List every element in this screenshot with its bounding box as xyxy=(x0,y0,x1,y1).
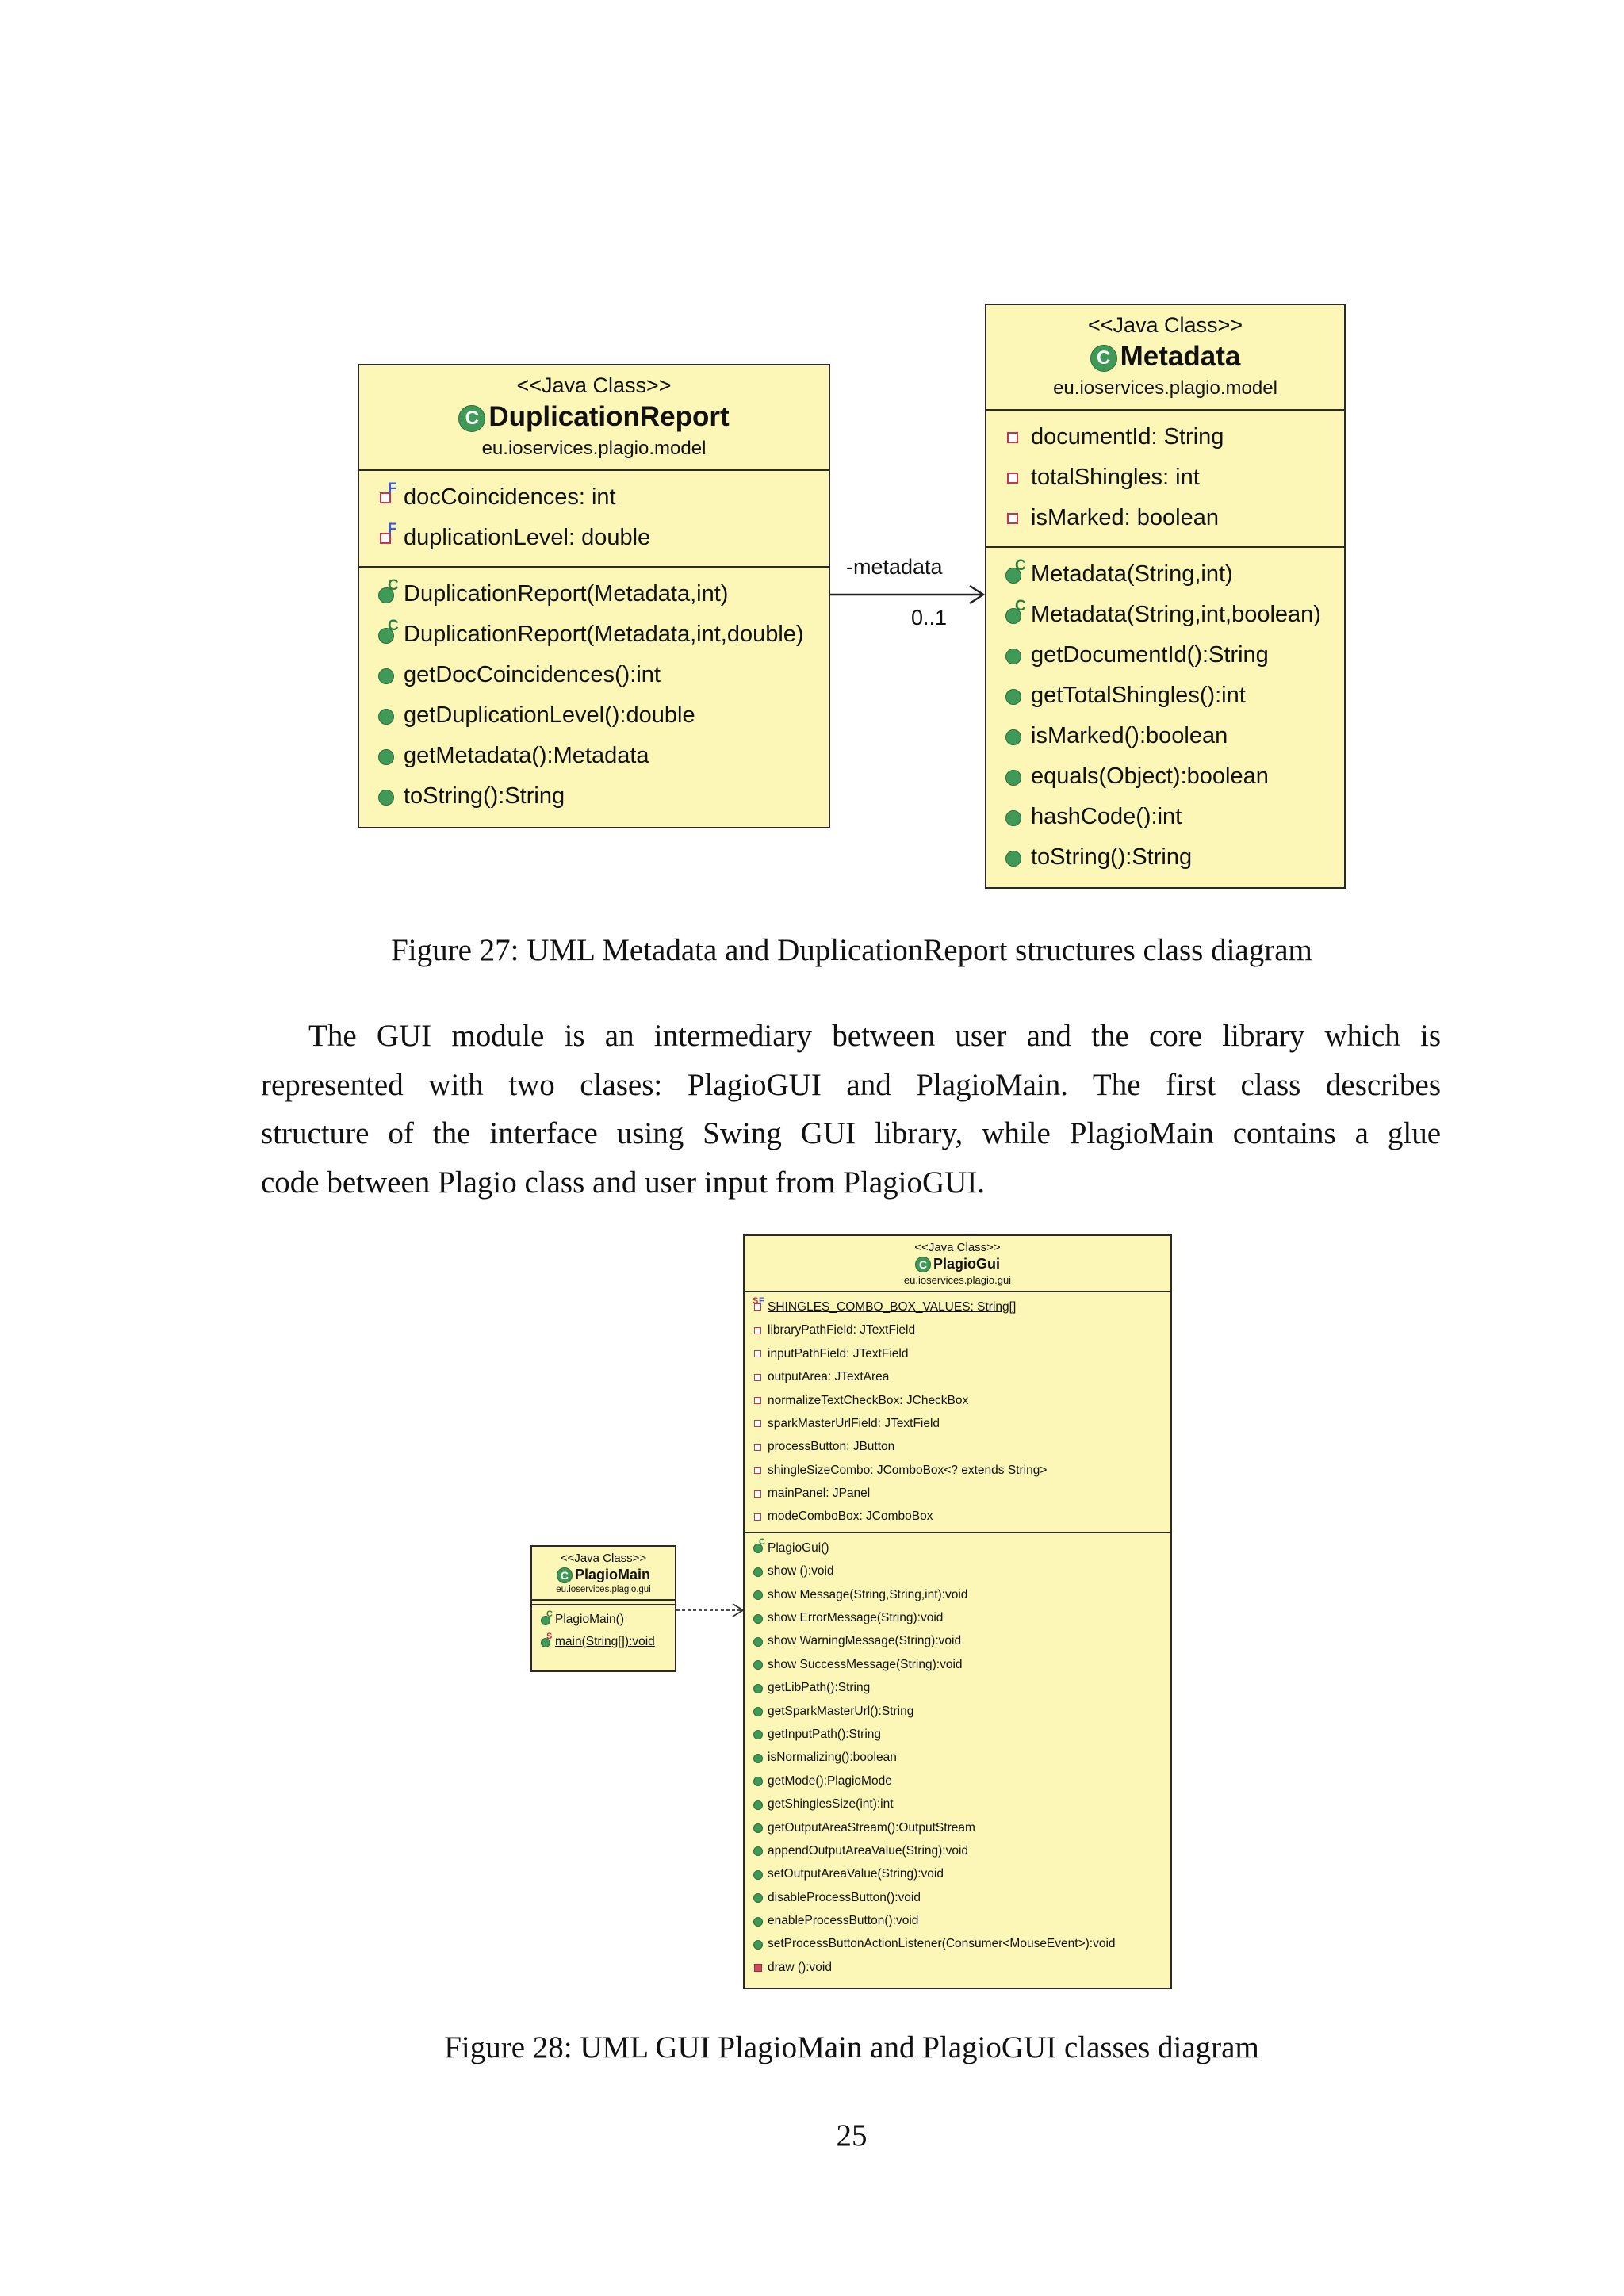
fields-section xyxy=(745,1292,1170,1533)
constructor-icon: C xyxy=(753,1542,764,1554)
public-method-icon xyxy=(753,1775,764,1787)
private-field-icon xyxy=(753,1348,764,1360)
package-name: eu.ioservices.plagio.gui xyxy=(903,1274,1012,1287)
method-row: isNormalizing():boolean xyxy=(745,1747,1170,1770)
method-row: setProcessButtonActionListener(Consumer<MouseEvent>):void xyxy=(745,1933,1170,1956)
public-method-icon xyxy=(753,1752,764,1764)
field-row: sparkMasterUrlField: JTextField xyxy=(745,1412,1170,1435)
method-row: show Message(String,String,int):void xyxy=(745,1583,1170,1606)
class-c-icon: C xyxy=(915,1257,931,1272)
class-name: C Metadata xyxy=(986,341,1344,373)
public-method-icon xyxy=(753,1682,764,1694)
methods-section xyxy=(359,568,829,825)
field-row: outputArea: JTextArea xyxy=(745,1365,1170,1388)
public-method-icon xyxy=(753,1845,764,1857)
paragraph-line: represented with two clases: PlagioGUI and PlagioMain. The first class describes xyxy=(261,1067,1441,1102)
class-header xyxy=(359,365,829,471)
methods-section xyxy=(986,548,1344,886)
class-c-icon: C xyxy=(1090,345,1117,372)
private-field-icon xyxy=(753,1325,764,1337)
uml-class-plagio-gui xyxy=(743,1234,1172,1989)
methods-section xyxy=(532,1605,675,1656)
field-row: F docCoincidences: int xyxy=(359,477,829,518)
private-final-field-icon: F xyxy=(377,488,397,508)
association-multiplicity-label: 0..1 xyxy=(911,606,948,629)
method-row: C DuplicationReport(Metadata,int) xyxy=(359,574,829,614)
fields-section xyxy=(986,411,1344,548)
private-field-icon xyxy=(753,1511,764,1523)
constructor-icon: C xyxy=(377,625,397,645)
uml-class-plagio-main xyxy=(530,1545,676,1672)
uml-class-metadata xyxy=(985,304,1346,889)
figure-27-caption: Figure 27: UML Metadata and DuplicationReport structures class diagram xyxy=(391,933,1312,967)
public-method-icon xyxy=(753,1705,764,1717)
field-row: S F SHINGLES_COMBO_BOX_VALUES: String[] xyxy=(753,1296,1017,1314)
public-method-icon xyxy=(1004,848,1025,868)
private-field-icon xyxy=(1004,508,1025,529)
field-row: documentId: String xyxy=(986,417,1344,457)
method-row: getShinglesSize(int):int xyxy=(745,1793,1170,1816)
package-name: eu.ioservices.plagio.gui xyxy=(556,1585,651,1595)
field-row: modeComboBox: JComboBox xyxy=(745,1506,1170,1529)
field-row: isMarked: boolean xyxy=(986,498,1344,538)
public-method-icon xyxy=(753,1566,764,1578)
method-row: enableProcessButton():void xyxy=(745,1909,1170,1932)
class-name: C PlagioGui xyxy=(745,1256,1170,1272)
method-row: C PlagioGui() xyxy=(745,1536,1170,1559)
method-row: appendOutputAreaValue(String):void xyxy=(745,1839,1170,1862)
method-row: getDuplicationLevel():double xyxy=(359,695,829,736)
package-name: eu.ioservices.plagio.model xyxy=(1053,377,1277,399)
method-row: show WarningMessage(String):void xyxy=(745,1630,1170,1653)
class-header xyxy=(745,1236,1170,1292)
static-method-icon: S xyxy=(540,1636,552,1648)
class-name: C DuplicationReport xyxy=(359,401,829,433)
public-method-icon xyxy=(377,786,397,807)
uml-class-duplication-report xyxy=(358,364,830,828)
method-row: getSparkMasterUrl():String xyxy=(745,1700,1170,1723)
class-header xyxy=(986,305,1344,411)
paragraph-line: The GUI module is an intermediary between user and the core library which is xyxy=(308,1019,1441,1053)
body-paragraph xyxy=(261,1012,1441,1207)
method-row: disableProcessButton():void xyxy=(745,1886,1170,1909)
method-row: draw ():void xyxy=(745,1956,1170,1979)
field-row: inputPathField: JTextField xyxy=(745,1342,1170,1365)
stereotype: <<Java Class>> xyxy=(1087,313,1243,337)
method-row: getMode():PlagioMode xyxy=(745,1770,1170,1793)
figure-28-caption: Figure 28: UML GUI PlagioMain and PlagioGUI classes diagram xyxy=(444,2030,1259,2064)
private-field-icon xyxy=(1004,468,1025,488)
private-field-icon xyxy=(753,1395,764,1406)
public-method-icon xyxy=(1004,686,1025,706)
method-row: getDocumentId():String xyxy=(986,635,1344,675)
class-c-icon: C xyxy=(458,405,485,432)
stereotype: <<Java Class>> xyxy=(560,1552,647,1565)
private-method-icon xyxy=(753,1961,764,1973)
public-method-icon xyxy=(753,1636,764,1647)
field-row: mainPanel: JPanel xyxy=(745,1482,1170,1505)
public-method-icon xyxy=(377,746,397,767)
public-method-icon xyxy=(753,1938,764,1950)
method-row: getMetadata():Metadata xyxy=(359,736,829,776)
public-method-icon xyxy=(377,706,397,726)
package-name: eu.ioservices.plagio.model xyxy=(481,438,707,459)
dependency-arrow xyxy=(676,1601,745,1620)
page-number: 25 xyxy=(836,2118,868,2152)
method-row: show SuccessMessage(String):void xyxy=(745,1653,1170,1676)
methods-section xyxy=(745,1533,1170,1982)
public-method-icon xyxy=(1004,767,1025,787)
method-row: C PlagioMain() xyxy=(532,1609,675,1631)
method-row: show ():void xyxy=(745,1560,1170,1583)
association-arrow xyxy=(830,583,986,607)
stereotype: <<Java Class>> xyxy=(516,373,672,397)
public-method-icon xyxy=(753,1589,764,1601)
field-row: shingleSizeCombo: JComboBox<? extends String> xyxy=(745,1459,1170,1482)
private-field-icon xyxy=(753,1488,764,1500)
method-row: C Metadata(String,int,boolean) xyxy=(986,595,1344,635)
class-c-icon: C xyxy=(557,1567,573,1583)
method-row: toString():String xyxy=(986,837,1344,878)
private-field-icon xyxy=(753,1464,764,1476)
static-final-field-icon: S F xyxy=(753,1301,764,1313)
public-method-icon xyxy=(1004,726,1025,747)
field-row: libraryPathField: JTextField xyxy=(745,1319,1170,1342)
method-row: C DuplicationReport(Metadata,int,double) xyxy=(359,614,829,655)
constructor-icon: C xyxy=(1004,564,1025,585)
stereotype: <<Java Class>> xyxy=(914,1241,1001,1254)
public-method-icon xyxy=(753,1728,764,1740)
method-row: equals(Object):boolean xyxy=(986,756,1344,797)
public-method-icon xyxy=(753,1892,764,1904)
method-row: toString():String xyxy=(359,776,829,817)
class-header xyxy=(532,1547,675,1601)
private-field-icon xyxy=(753,1418,764,1429)
method-row: getTotalShingles():int xyxy=(986,675,1344,716)
public-method-icon xyxy=(753,1822,764,1834)
method-row: getOutputAreaStream():OutputStream xyxy=(745,1816,1170,1839)
association-role-label: -metadata xyxy=(846,555,943,579)
private-final-field-icon: F xyxy=(377,528,397,549)
public-method-icon xyxy=(1004,645,1025,666)
constructor-icon: C xyxy=(377,584,397,605)
field-row: F duplicationLevel: double xyxy=(359,518,829,558)
private-field-icon xyxy=(753,1441,764,1453)
method-row: setOutputAreaValue(String):void xyxy=(745,1863,1170,1886)
fields-section xyxy=(359,471,829,568)
public-method-icon xyxy=(377,665,397,686)
method-row: isMarked():boolean xyxy=(986,716,1344,756)
method-row: hashCode():int xyxy=(986,797,1344,837)
public-method-icon xyxy=(753,1915,764,1927)
constructor-icon: C xyxy=(540,1614,552,1626)
paragraph-line: structure of the interface using Swing GUI library, while PlagioMain contains a glue xyxy=(261,1116,1441,1150)
class-name: C PlagioMain xyxy=(532,1567,675,1583)
field-row: totalShingles: int xyxy=(986,457,1344,498)
method-row: getInputPath():String xyxy=(745,1723,1170,1746)
public-method-icon xyxy=(753,1869,764,1881)
field-row: processButton: JButton xyxy=(745,1436,1170,1459)
public-method-icon xyxy=(753,1799,764,1811)
constructor-icon: C xyxy=(1004,605,1025,626)
public-method-icon xyxy=(753,1613,764,1624)
method-row: getDocCoincidences():int xyxy=(359,655,829,695)
private-field-icon xyxy=(753,1372,764,1383)
field-row: normalizeTextCheckBox: JCheckBox xyxy=(745,1389,1170,1412)
private-field-icon xyxy=(1004,427,1025,448)
method-row: show ErrorMessage(String):void xyxy=(745,1606,1170,1629)
method-row: S main(String[]):void xyxy=(532,1631,675,1653)
public-method-icon xyxy=(1004,807,1025,828)
public-method-icon xyxy=(753,1659,764,1670)
method-row: C Metadata(String,int) xyxy=(986,554,1344,595)
paragraph-line: code between Plagio class and user input from PlagioGUI. xyxy=(261,1165,986,1200)
method-row: getLibPath():String xyxy=(745,1677,1170,1700)
